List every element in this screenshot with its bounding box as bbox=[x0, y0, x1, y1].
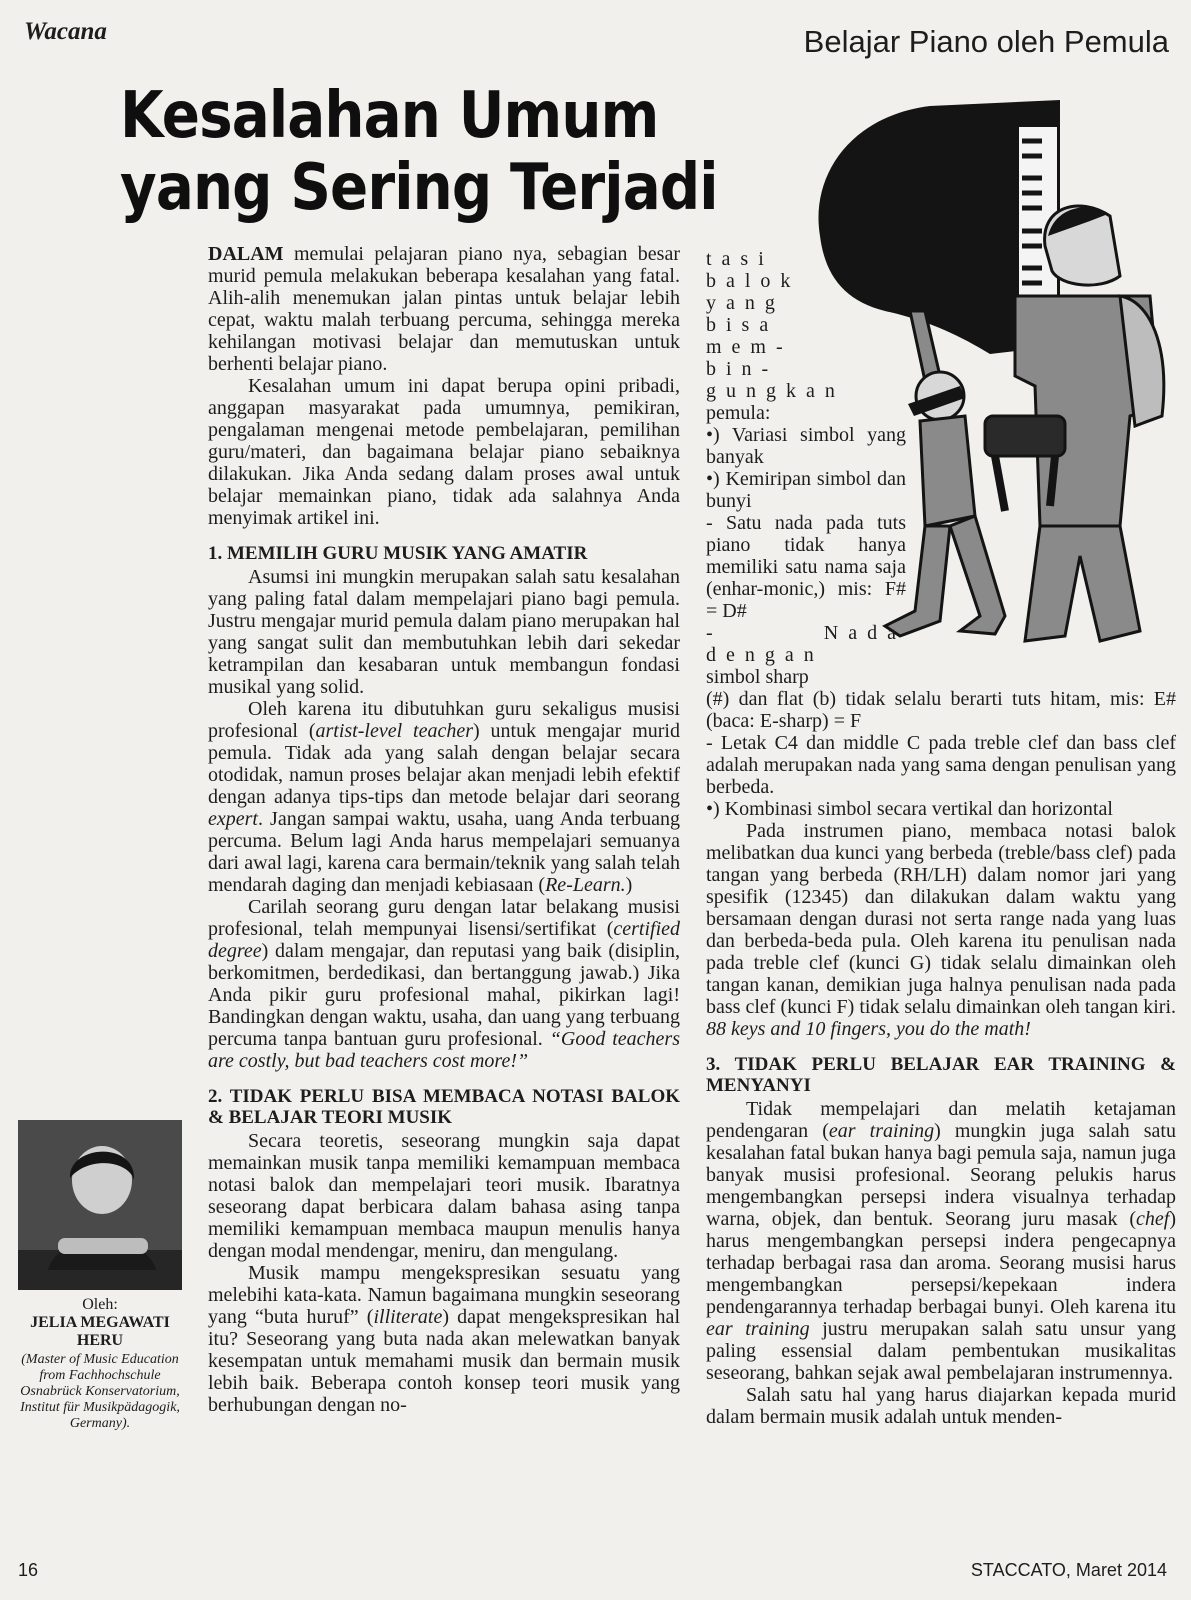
series-label: Belajar Piano oleh Pemula bbox=[803, 24, 1169, 59]
author-photo bbox=[18, 1120, 182, 1290]
bullet-item: - Satu nada pada tuts piano tidak hanya memiliki satu nama saja (enhar-monic,) mis: F# = D# bbox=[706, 512, 906, 622]
s1p2-f: Re-Learn. bbox=[545, 874, 626, 896]
intro-paragraph-1 bbox=[208, 243, 680, 375]
section-3-paragraph-1 bbox=[706, 1098, 1176, 1384]
article-column-1 bbox=[208, 243, 680, 1416]
s3p1-d: chef bbox=[1136, 1208, 1170, 1230]
section-2-paragraph-2 bbox=[208, 1262, 680, 1416]
s3p1-g: justru merupakan salah satu unsur yang paling essensial dalam pembentukan musikalitas seseorang, bahkan sejak awal pembelajaran instrumennya. bbox=[706, 1318, 1176, 1384]
section-3-paragraph-2: Salah satu hal yang harus diajarkan kepada murid dalam bermain musik adalah untuk menden- bbox=[706, 1384, 1176, 1428]
article-title bbox=[120, 80, 718, 224]
s1p2-e: . Jangan sampai waktu, usaha, uang Anda terbuang percuma. Belum lagi Anda harus mempelajari semuanya dari awal lagi, karena cara bermain/teknik yang salah telah mendarah daging dan menjadi kebiasaan ( bbox=[208, 808, 680, 896]
bullet-item: - Letak C4 dan middle C pada treble clef dan bass clef adalah merupakan nada yang sama dengan penulisan yang berbeda. bbox=[706, 732, 1176, 798]
section-3-heading: 3. TIDAK PERLU BELAJAR EAR TRAINING & MENYANYI bbox=[706, 1054, 1176, 1096]
s1p2-d: expert bbox=[208, 808, 258, 830]
narrow-line: gungkan bbox=[706, 380, 845, 402]
section-1-paragraph-2 bbox=[208, 698, 680, 896]
section-2-heading: 2. TIDAK PERLU BISA MEMBACA NOTASI BALOK & BELAJAR TEORI MUSIK bbox=[208, 1086, 680, 1128]
s1p2-b: artist-level teacher bbox=[315, 720, 473, 742]
section-1-paragraph-1: Asumsi ini mungkin merupakan salah satu kesalahan yang paling fatal dalam mempelajari piano bagi pemula. Justru mengajar murid pemula dalam piano merupakan hal yang sangat sulit dan membutuhkan lebih dari sekedar ketrampilan dan kesabaran untuk membangun fondasi musikal yang solid. bbox=[208, 566, 680, 698]
author-name: JELIA MEGAWATI HERU bbox=[30, 1314, 170, 1349]
bullet-item: •) Kemiripan simbol dan bunyi bbox=[706, 468, 906, 512]
c2p1-b: 88 keys and 10 fingers, you do the math! bbox=[706, 1018, 1031, 1040]
narrow-line: mem- bbox=[706, 336, 793, 358]
bullet-item: •) Kombinasi simbol secara vertikal dan horizontal bbox=[706, 798, 1113, 820]
narrow-line: balok bbox=[706, 270, 801, 292]
narrow-line: tasi bbox=[706, 248, 774, 270]
bullet-item: (#) dan flat (b) tidak selalu berarti tuts hitam, mis: E# (baca: E-sharp) = F bbox=[706, 688, 1176, 732]
issue-footer: STACCATO, Maret 2014 bbox=[970, 1560, 1167, 1580]
lead-word: DALAM bbox=[208, 243, 284, 265]
s2p2-a: Musik mampu mengekspresikan sesuatu yang melebihi kata-kata. Namun bagaimana mungkin seseorang yang “buta huruf” ( bbox=[208, 1262, 680, 1328]
s1p2-g: ) bbox=[625, 874, 633, 896]
bullet-item: - Nada dengan bbox=[706, 622, 906, 666]
author-byline bbox=[18, 1296, 182, 1432]
section-label: Wacana bbox=[24, 18, 107, 45]
s3p1-f: ear training bbox=[706, 1318, 810, 1340]
s1p3-c: ) dalam mengajar, dan reputasi yang baik (disiplin, berkomitmen, berdedikasi, dan bertanggung jawab.) Jika Anda pikir guru profesional mahal, pikirkan lagi! Bandingkan dengan waktu, usaha, dan uang yang terbuang percuma tanpa bantuan guru profesional. bbox=[208, 940, 680, 1050]
s1p3-d: “Good teachers are costly, but bad teachers cost more!” bbox=[208, 1028, 680, 1072]
title-line-1: Kesalahan Umum bbox=[120, 79, 659, 153]
byline-label: Oleh: bbox=[82, 1296, 118, 1313]
s2p2-b: illiterate bbox=[373, 1306, 443, 1328]
narrow-text-block bbox=[706, 248, 1176, 688]
narrow-line: yang bbox=[706, 292, 785, 314]
narrow-line: bisa bbox=[706, 314, 779, 336]
section-2-paragraph-1: Secara teoretis, seseorang mungkin saja dapat memainkan musik tanpa memiliki kemampuan membaca notasi balok dan mempelajari teori musik. Ibaratnya seseorang dapat berbicara dalam bahasa asing tanpa memiliki kemampuan membaca maupun menulis hanya dengan modal mendengar, meniru, dan mengulang. bbox=[208, 1130, 680, 1262]
section-1-heading: 1. MEMILIH GURU MUSIK YANG AMATIR bbox=[208, 543, 588, 564]
s3p1-a: Tidak mempelajari dan melatih ketajaman pendengaran ( bbox=[706, 1098, 1176, 1142]
s1p2-a: Oleh karena itu dibutuhkan guru sekaligus musisi profesional ( bbox=[208, 698, 680, 742]
c2p1-a: Pada instrumen piano, membaca notasi balok melibatkan dua kunci yang berbeda (treble/bass clef) pada tangan yang berbeda (RH/LH) dalam nomor jari yang spesifik (12345) dan dilakukan dalam waktu yang bersamaan dengan durasi not serta range nada yang luas dan berbeda-beda pula. Oleh karena itu penulisan nada pada treble clef (kunci G) tidak selalu dimainkan oleh tangan kanan, demikian juga halnya penulisan nada pada bass clef (kunci F) tidak selalu dimainkan oleh tangan kiri. bbox=[706, 820, 1176, 1018]
section-1-paragraph-3 bbox=[208, 896, 680, 1072]
column-2-paragraph bbox=[706, 820, 1176, 1040]
bullet-item: •) Variasi simbol yang banyak bbox=[706, 424, 906, 468]
intro-text-1: memulai pelajaran piano nya, sebagian besar murid pemula melakukan beberapa kesalahan yang fatal. Alih-alih menemukan jalan pintas untuk belajar lebih cepat, waktu malah terbuang percuma, sehingga mereka kehilangan motivasi belajar dan memutuskan untuk berhenti belajar piano. bbox=[208, 243, 680, 375]
bullet-item: simbol sharp bbox=[706, 666, 809, 688]
narrow-line: pemula: bbox=[706, 402, 771, 424]
author-bio: (Master of Music Education from Fachhochschule Osnabrück Konservatorium, Institut für Musikpädagogik, Germany). bbox=[20, 1352, 180, 1431]
s3p1-e: ) harus mengembangkan persepsi indera pengecapnya terhadap berbagai rasa dan aroma. Seorang musisi harus mengembangkan persepsi/kepekaan indera pendengarannya terhadap berbagai bunyi. Oleh karena itu bbox=[706, 1208, 1176, 1318]
page-number: 16 bbox=[18, 1560, 39, 1580]
s2p2-c: ) dapat mengekspresikan hal itu? Seseorang yang buta nada akan melewatkan banyak kesempatan untuk memahami musik dan bermain musik lebih baik. Beberapa contoh konsep teori musik yang berhubungan dengan no- bbox=[208, 1306, 680, 1416]
narrow-line: bin- bbox=[706, 358, 779, 380]
intro-paragraph-2: Kesalahan umum ini dapat berupa opini pribadi, anggapan masyarakat pada umumnya, pemikiran, pengalaman mengenai metode pembelajaran, pemilihan guru/materi, dan bagaimana belajar piano sebaiknya dilakukan. Jika Anda sedang dalam proses awal untuk belajar memainkan piano, tidak ada salahnya Anda menyimak artikel ini. bbox=[208, 375, 680, 529]
title-line-2: yang Sering Terjadi bbox=[120, 151, 718, 225]
article-column-2 bbox=[706, 248, 1176, 1428]
s3p1-b: ear training bbox=[828, 1120, 935, 1142]
s1p3-b: certified degree bbox=[208, 918, 680, 962]
s3p1-c: ) mungkin juga salah satu kesalahan fatal bukan hanya bagi pemula saja, namun juga banyak musisi profesional. Seorang pelukis harus mengembangkan persepsi indera visualnya terhadap warna, objek, dan bentuk. Seorang juru masak ( bbox=[706, 1120, 1176, 1230]
s1p2-c: ) untuk mengajar murid pemula. Tidak ada yang salah dengan belajar secara otodidak, namun proses belajar akan menjadi lebih efektif dengan adanya tips-tips dan metode belajar dari seorang bbox=[208, 720, 680, 808]
s1p3-a: Carilah seorang guru dengan latar belakang musisi profesional, telah mempunyai lisensi/sertifikat ( bbox=[208, 896, 680, 940]
author-portrait-icon bbox=[18, 1120, 182, 1290]
